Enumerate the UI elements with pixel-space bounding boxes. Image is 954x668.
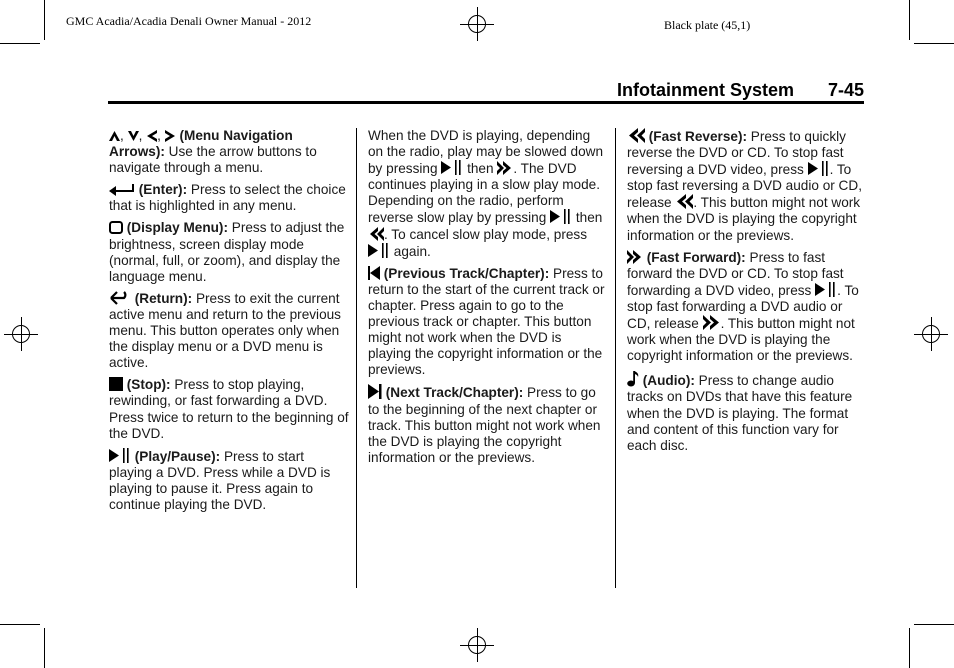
column-3 bbox=[627, 128, 867, 460]
stop-label: (Stop): bbox=[126, 377, 171, 393]
fast-forward-text: Press to fast forward the DVD or CD. To stop fast forwarding a DVD video, press bbox=[627, 249, 844, 298]
previous-track-text: Press to return to the start of the current track or chapter. Press again to go to the previous track or chapter. This button might not work when the DVD is playing the copyright information or the previews. bbox=[368, 265, 605, 378]
crop-mark bbox=[0, 624, 40, 625]
play-pause-icon bbox=[368, 243, 390, 258]
play-pause-text: Press to start playing a DVD. Press while a DVD is playing to pause it. Press again to continue playing the DVD. bbox=[109, 448, 331, 512]
slow-play-text: then bbox=[467, 161, 494, 177]
chevron-down-icon bbox=[128, 130, 139, 142]
enter-paragraph bbox=[109, 182, 349, 214]
display-menu-label: (Display Menu): bbox=[126, 220, 228, 236]
column-2 bbox=[368, 128, 608, 472]
return-label: (Return): bbox=[134, 290, 193, 306]
fast-reverse-text: . To stop fast reversing a DVD audio or CD, release bbox=[627, 162, 862, 211]
fast-forward-text: . This button might not work when the DVD is playing the copyright information or the previews. bbox=[627, 316, 855, 364]
play-pause-icon bbox=[815, 282, 837, 297]
stop-icon bbox=[109, 377, 123, 391]
fast-forward-icon bbox=[703, 315, 721, 330]
display-menu-paragraph bbox=[109, 220, 349, 284]
fast-reverse-text: Press to quickly reverse the DVD or CD. To stop fast reversing a DVD video, press bbox=[627, 129, 846, 178]
return-paragraph bbox=[109, 291, 349, 371]
column-1 bbox=[109, 128, 349, 519]
crop-mark bbox=[44, 0, 45, 40]
registration-mark-right bbox=[914, 317, 948, 351]
fast-forward-icon bbox=[627, 250, 643, 264]
return-icon bbox=[109, 291, 131, 305]
fast-reverse-icon bbox=[368, 227, 384, 241]
play-pause-label: (Play/Pause): bbox=[134, 448, 221, 464]
display-icon bbox=[109, 221, 123, 234]
play-pause-icon bbox=[808, 161, 830, 176]
slow-play-text: . The DVD continues playing in a slow play mode. Depending on the radio, perform reverse slow play by pressing bbox=[368, 161, 600, 226]
previous-track-label: (Previous Track/Chapter): bbox=[383, 265, 550, 281]
enter-text: Press to select the choice that is highlighted in any menu. bbox=[109, 182, 346, 214]
registration-mark-top bbox=[460, 7, 494, 41]
audio-label: (Audio): bbox=[642, 373, 695, 389]
header-rule bbox=[108, 101, 864, 104]
crop-mark bbox=[909, 0, 910, 40]
fast-forward-text: . To stop fast forwarding a DVD audio or CD, release bbox=[627, 282, 859, 332]
page-header bbox=[108, 80, 864, 102]
fast-reverse-paragraph bbox=[627, 128, 867, 244]
stop-text: Press to stop playing, rewinding, or fast forwarding a DVD. Press twice to return to the beginning of the DVD. bbox=[109, 377, 349, 441]
crop-mark bbox=[909, 628, 910, 668]
next-track-label: (Next Track/Chapter): bbox=[385, 385, 524, 401]
plate-title: GMC Acadia/Acadia Denali Owner Manual - 2012 bbox=[66, 14, 312, 28]
slow-play-text: again. bbox=[393, 243, 431, 259]
section-title: Infotainment System bbox=[616, 80, 794, 100]
fast-reverse-icon bbox=[627, 128, 645, 143]
previous-track-paragraph bbox=[368, 266, 608, 379]
fast-forward-paragraph bbox=[627, 250, 867, 365]
next-track-icon bbox=[368, 384, 382, 399]
fast-forward-label: (Fast Forward): bbox=[646, 249, 746, 265]
registration-mark-left bbox=[4, 317, 38, 351]
menu-arrows-text: Use the arrow buttons to navigate through a menu. bbox=[109, 144, 317, 176]
chevron-left-icon bbox=[146, 130, 157, 142]
next-track-paragraph bbox=[368, 384, 608, 465]
column-divider bbox=[356, 128, 357, 588]
play-pause-icon bbox=[550, 209, 572, 224]
enter-icon bbox=[109, 184, 135, 196]
enter-label: (Enter): bbox=[138, 182, 188, 198]
menu-arrows-label: (Menu Navigation Arrows): bbox=[109, 128, 293, 160]
slow-play-text: then bbox=[575, 210, 603, 226]
fast-reverse-label: (Fast Reverse): bbox=[648, 129, 747, 144]
fast-reverse-text: . This button might not work when the DVD is playing the copyright information or the previews. bbox=[627, 195, 861, 243]
stop-paragraph bbox=[109, 377, 349, 441]
return-text: Press to exit the current active menu and return to the previous menu. This button operates only when the display menu or a DVD menu is active. bbox=[109, 290, 341, 371]
fast-forward-icon bbox=[497, 161, 513, 175]
fast-reverse-icon bbox=[675, 194, 693, 209]
plate-number: Black plate (45,1) bbox=[664, 18, 751, 32]
column-divider bbox=[615, 128, 616, 588]
play-pause-icon bbox=[109, 448, 131, 463]
previous-track-icon bbox=[368, 266, 380, 280]
menu-arrows-paragraph: , , , (Menu Navigation Arrows): Use the arrow buttons to navigate through a menu. bbox=[109, 128, 317, 176]
audio-text: Press to change audio tracks on DVDs that have this feature when the DVD is playing. The format and content of this function vary for each disc. bbox=[627, 373, 853, 453]
slow-play-text: When the DVD is playing, depending on the radio, play may be slowed down by pressing bbox=[368, 128, 604, 177]
chevron-up-icon bbox=[109, 130, 120, 142]
crop-mark bbox=[914, 43, 954, 44]
music-note-icon bbox=[627, 370, 639, 387]
slow-play-paragraph bbox=[368, 128, 608, 260]
crop-mark bbox=[0, 43, 40, 44]
slow-play-text: . To cancel slow play mode, press bbox=[384, 226, 587, 242]
page-number: 7-45 bbox=[827, 80, 864, 100]
crop-mark bbox=[914, 624, 954, 625]
registration-mark-bottom bbox=[460, 628, 494, 662]
display-menu-text: Press to adjust the brightness, screen display mode (normal, full, or zoom), and display the language menu. bbox=[109, 220, 345, 284]
play-pause-paragraph bbox=[109, 448, 349, 513]
audio-paragraph bbox=[627, 370, 867, 453]
next-track-text: Press to go to the beginning of the next chapter or track. This button might not work when the DVD is playing the copyright information or the previews. bbox=[368, 385, 601, 465]
crop-mark bbox=[44, 628, 45, 668]
play-pause-icon bbox=[441, 160, 463, 175]
chevron-right-icon bbox=[165, 130, 176, 142]
